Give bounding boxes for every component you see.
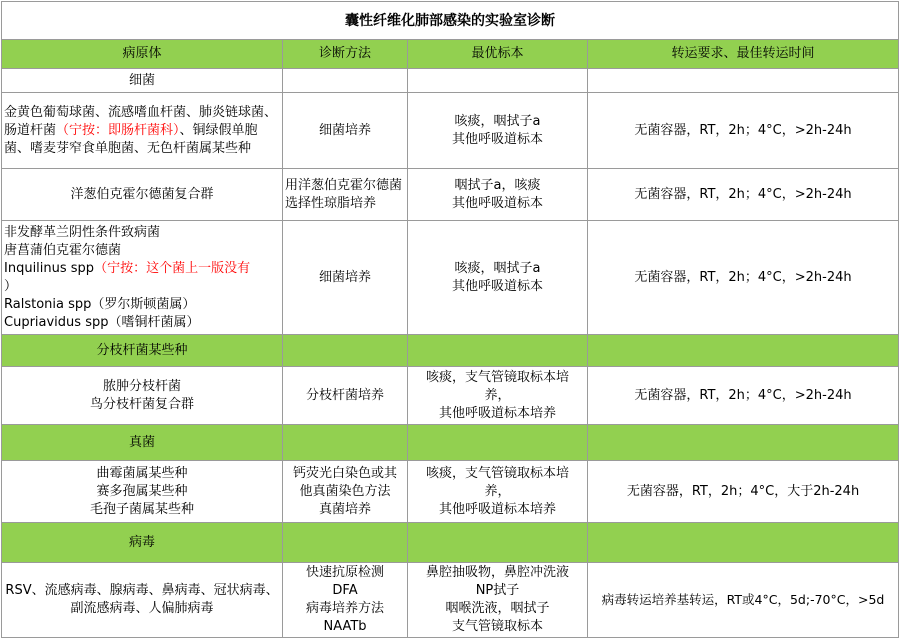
pathogen-text: 、铜绿假单胞菌、嗜麦芽窄食单胞菌、无色杆菌属某些种 xyxy=(4,122,258,156)
header-transport: 转运要求、最佳转运时间 xyxy=(588,40,899,69)
pathogen-line: Cupriavidus spp（嗜铜杆菌属） xyxy=(4,314,200,330)
category-row-mycobacteria xyxy=(2,335,899,367)
header-specimen: 最优标本 xyxy=(408,40,588,69)
specimen-line: 养， xyxy=(484,387,511,403)
specimen-line: 其他呼吸道标本 xyxy=(451,278,543,294)
specimen-line: 其他呼吸道标本 xyxy=(451,195,543,211)
pathogen-text: Inquilinus spp xyxy=(4,260,95,276)
table-row xyxy=(2,563,899,638)
specimen-line: 鼻腔抽吸物，鼻腔冲洗液 xyxy=(425,565,569,580)
pathogen-line: 曲霉菌属某些种 xyxy=(96,465,188,481)
specimen-cell xyxy=(408,93,588,169)
transport-cell: 无菌容器，RT，2h；4°C，>2h-24h xyxy=(588,169,899,221)
specimen-line: 咳痰，咽拭子a xyxy=(454,260,541,276)
category-row-bacteria xyxy=(2,69,899,93)
specimen-line: 咳痰，咽拭子a xyxy=(454,113,541,129)
pathogen-cell: 洋葱伯克霍尔德菌复合群 xyxy=(2,169,283,221)
category-viruses: 病毒 xyxy=(2,523,283,563)
transport-cell: 无菌容器，RT，2h；4°C，>2h-24h xyxy=(588,93,899,169)
specimen-line: 咽喉洗液，咽拭子 xyxy=(445,601,550,616)
pathogen-line xyxy=(4,260,280,278)
method-cell: 用洋葱伯克霍尔德菌选择性琼脂培养 xyxy=(283,169,408,221)
pathogen-note: （宁按：即肠杆菌科） xyxy=(56,122,180,138)
table-title: 囊性纤维化肺部感染的实验室诊断 xyxy=(2,2,899,40)
specimen-line: 其他呼吸道标本培养 xyxy=(438,405,556,421)
specimen-cell xyxy=(408,367,588,425)
specimen-line: 咳痰，支气管镜取标本培 xyxy=(425,465,569,481)
pathogen-line: ） xyxy=(4,278,18,294)
method-line: 病毒培养方法 xyxy=(305,601,384,616)
pathogen-line: Ralstonia spp（罗尔斯顿菌属） xyxy=(4,296,196,312)
table-row xyxy=(2,221,899,335)
pathogen-line: 非发酵革兰阴性条件致病菌 xyxy=(4,224,161,240)
pathogen-cell xyxy=(2,367,283,425)
transport-cell: 无菌容器，RT，2h；4°C，大于2h-24h xyxy=(588,461,899,523)
specimen-cell xyxy=(408,563,588,638)
pathogen-cell xyxy=(2,93,283,169)
header-row xyxy=(2,40,899,69)
category-fungi: 真菌 xyxy=(2,425,283,461)
pathogen-line: 脓肿分枝杆菌 xyxy=(102,378,181,394)
specimen-line: 支气管镜取标本 xyxy=(451,619,543,634)
method-line: 他真菌染色方法 xyxy=(299,483,391,499)
specimen-line: 咳痰，支气管镜取标本培 xyxy=(425,369,569,385)
specimen-line: 咽拭子a，咳痰 xyxy=(454,177,541,193)
category-bacteria: 细菌 xyxy=(2,69,283,93)
category-row-viruses xyxy=(2,523,899,563)
method-cell: 细菌培养 xyxy=(283,93,408,169)
header-pathogen: 病原体 xyxy=(2,40,283,69)
pathogen-line: 赛多孢属某些种 xyxy=(96,483,188,499)
method-cell xyxy=(283,563,408,638)
specimen-cell xyxy=(408,169,588,221)
pathogen-cell xyxy=(2,221,283,335)
table-row xyxy=(2,169,899,221)
category-row-fungi xyxy=(2,425,899,461)
transport-cell: 无菌容器，RT，2h；4°C，>2h-24h xyxy=(588,367,899,425)
method-line: 真菌培养 xyxy=(318,501,371,517)
diagnosis-table xyxy=(1,1,899,638)
transport-cell: 无菌容器，RT，2h；4°C，>2h-24h xyxy=(588,221,899,335)
specimen-cell xyxy=(408,221,588,335)
specimen-cell xyxy=(408,461,588,523)
method-line: 钙荧光白染色或其 xyxy=(292,465,397,481)
category-mycobacteria: 分枝杆菌某些种 xyxy=(2,335,283,367)
specimen-line: 其他呼吸道标本 xyxy=(451,131,543,147)
table-row xyxy=(2,367,899,425)
pathogen-line: 鸟分枝杆菌复合群 xyxy=(89,396,194,412)
method-cell: 细菌培养 xyxy=(283,221,408,335)
table-row xyxy=(2,461,899,523)
table-row xyxy=(2,93,899,169)
specimen-line: NP拭子 xyxy=(475,583,520,598)
header-method: 诊断方法 xyxy=(283,40,408,69)
method-line: 快速抗原检测 xyxy=(305,565,384,580)
method-cell xyxy=(283,461,408,523)
specimen-line: 养， xyxy=(484,483,511,499)
pathogen-note: （宁按：这个菌上一版没有 xyxy=(94,260,251,276)
method-line: DFA xyxy=(332,583,358,598)
specimen-line: 其他呼吸道标本培养 xyxy=(438,501,556,517)
method-line: NAATb xyxy=(323,619,367,634)
pathogen-text: 金黄色葡萄球菌、流感嗜血杆菌、肺炎链球菌、肠道杆菌 xyxy=(4,104,278,138)
pathogen-line: 唐菖蒲伯克霍尔德菌 xyxy=(4,242,122,258)
pathogen-cell: RSV、流感病毒、腺病毒、鼻病毒、冠状病毒、副流感病毒、人偏肺病毒 xyxy=(2,563,283,638)
pathogen-line: 毛孢子菌属某些种 xyxy=(89,501,194,517)
pathogen-cell xyxy=(2,461,283,523)
transport-cell: 病毒转运培养基转运，RT或4°C，5d;-70°C，>5d xyxy=(588,563,899,638)
method-cell: 分枝杆菌培养 xyxy=(283,367,408,425)
